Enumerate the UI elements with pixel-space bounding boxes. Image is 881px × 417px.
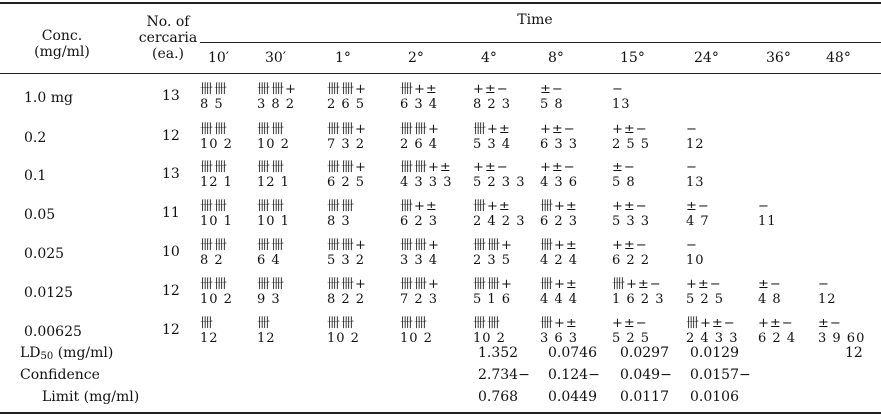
table-cell: [257, 82, 297, 112]
cell-counts: 3 6 3: [540, 331, 579, 346]
cell-counts: 6 3 3: [540, 137, 579, 152]
cell-counts: 10 2: [400, 331, 433, 346]
cell-symbols: −: [686, 122, 698, 137]
cell-counts: 8 2 3: [473, 97, 512, 112]
row-cercaria-count: 11: [162, 205, 180, 221]
table-cell: [758, 316, 796, 346]
header-conc: [22, 28, 102, 60]
cell-symbols: +±−: [686, 277, 722, 292]
cell-counts: 6 2 4: [758, 331, 797, 346]
cell-counts: 12 1: [200, 175, 233, 190]
cell-counts: 5 2 3 3: [473, 175, 526, 190]
cell-counts: 5 3 4: [473, 137, 512, 152]
stat-value: 0.0129: [690, 345, 739, 361]
cell-counts: 5 1 6: [473, 292, 512, 307]
cell-counts: 7 3 2: [327, 137, 366, 152]
table-cell: [473, 160, 525, 190]
cell-counts: 8 2: [200, 253, 224, 268]
cell-counts: 10 1: [200, 214, 233, 229]
table-cell: [400, 199, 438, 229]
cell-counts: 6 2 3: [400, 214, 439, 229]
row-conc: 0.025: [24, 246, 65, 262]
cell-symbols: 卌卌: [257, 122, 286, 137]
cell-counts: 3 3 4: [400, 253, 439, 268]
cell-counts: 4 8: [758, 292, 782, 307]
cell-symbols: +±−: [612, 199, 648, 214]
cell-counts: 2 4 2 3: [473, 214, 526, 229]
cell-counts: 8 2 2: [327, 292, 366, 307]
cell-symbols: 卌+±: [400, 82, 438, 97]
cell-counts: 13: [612, 97, 631, 112]
cell-symbols: 卌卌+: [327, 238, 367, 253]
cell-counts: 12: [686, 137, 705, 152]
row-cercaria-count: 13: [162, 166, 180, 182]
stat-value: 0.768: [478, 389, 519, 405]
time-tick: 24°: [694, 50, 719, 66]
row-conc: 0.1: [24, 168, 47, 184]
row-conc: 1.0 mg: [24, 90, 73, 106]
header-no-line3: (ea.): [151, 46, 184, 62]
table-cell: [327, 277, 367, 307]
cell-counts: 4 4 4: [540, 292, 579, 307]
cell-symbols: 卌卌: [400, 316, 429, 331]
cell-counts: 2 4 3 3: [686, 331, 739, 346]
table-cell: [758, 277, 782, 307]
table-cell: [540, 122, 578, 152]
cell-symbols: +±−: [612, 316, 648, 331]
header-time: Time: [517, 12, 553, 28]
cell-symbols: 卌+±: [540, 238, 578, 253]
cell-counts: 11: [758, 214, 777, 229]
cell-counts: 6 2 2: [612, 253, 651, 268]
cell-counts: 7 2 3: [400, 292, 439, 307]
header-rule: [0, 73, 881, 74]
stat-value: 0.0449: [548, 389, 597, 405]
cell-counts: 8 3: [327, 214, 351, 229]
cell-counts: 5 2 5: [686, 292, 725, 307]
stat-value: 1.352: [478, 345, 519, 361]
table-cell: [612, 316, 650, 346]
ld50-label-sub: 50: [40, 351, 54, 362]
cell-symbols: 卌: [257, 316, 272, 331]
table-cell: [257, 238, 285, 268]
cell-counts: 4 3 3 3: [400, 175, 453, 190]
stat-value: 0.049−: [620, 367, 672, 383]
table-cell: [686, 122, 705, 152]
cell-symbols: +±−: [473, 160, 509, 175]
table-cell: [612, 122, 650, 152]
time-tick: 48°: [826, 50, 851, 66]
stat-value: 0.124−: [548, 367, 600, 383]
header-no-cercaria: [132, 14, 204, 62]
cell-counts: 12 1: [257, 175, 290, 190]
bottom-rule: [0, 412, 881, 414]
table-cell: [758, 199, 777, 229]
cell-symbols: 卌+±: [473, 122, 511, 137]
cell-counts: 12: [257, 331, 276, 346]
table-cell: [400, 160, 452, 190]
cell-counts: 6 4: [257, 253, 281, 268]
cell-counts: 10 1: [257, 214, 290, 229]
ld50-label: [20, 345, 113, 365]
cell-symbols: +±−: [540, 122, 576, 137]
cell-symbols: −: [612, 82, 624, 97]
cell-counts: 2 5 5: [612, 137, 651, 152]
cell-symbols: ±−: [612, 160, 636, 175]
cell-symbols: −: [758, 199, 770, 214]
table-cell: [686, 316, 738, 346]
row-conc: 0.05: [24, 207, 56, 223]
table-cell: [540, 82, 564, 112]
table-cell: [200, 277, 233, 307]
cell-symbols: 卌卌: [200, 238, 229, 253]
table-cell: [612, 277, 664, 307]
cell-counts: 8 5: [200, 97, 224, 112]
cell-symbols: 卌卌: [327, 316, 356, 331]
table-cell: [686, 160, 705, 190]
cell-symbols: +±−: [540, 160, 576, 175]
table-cell: [473, 82, 511, 112]
cell-counts: 6 2 3: [540, 214, 579, 229]
table-cell: [400, 82, 438, 112]
cell-counts: 5 2 5: [612, 331, 651, 346]
cell-counts: 5 8: [540, 97, 564, 112]
cell-counts: 12: [818, 292, 837, 307]
row-cercaria-count: 12: [162, 322, 180, 338]
table-cell: [473, 238, 513, 268]
cell-symbols: 卌卌: [257, 238, 286, 253]
cell-symbols: 卌+±: [540, 316, 578, 331]
table-cell: [612, 82, 631, 112]
cell-symbols: ±−: [540, 82, 564, 97]
table-cell: [200, 82, 228, 112]
cell-symbols: 卌卌+: [327, 82, 367, 97]
cell-symbols: +±−: [473, 82, 509, 97]
cell-symbols: 卌卌+: [327, 160, 367, 175]
table-cell: [257, 160, 290, 190]
cell-counts: 4 3 6: [540, 175, 579, 190]
table-cell: [612, 160, 636, 190]
cell-symbols: 卌卌+: [473, 277, 513, 292]
cell-counts: 10 2: [200, 292, 233, 307]
table-cell: [257, 316, 276, 346]
cell-symbols: +±−: [612, 238, 648, 253]
cell-symbols: 卌卌+: [327, 277, 367, 292]
cell-symbols: 卌+±: [473, 199, 511, 214]
table-cell: [540, 160, 578, 190]
top-rule: [0, 2, 881, 4]
cell-counts: 3 8 2: [257, 97, 296, 112]
row-cercaria-count: 12: [162, 128, 180, 144]
table-cell: [400, 316, 433, 346]
time-tick: 30′: [265, 50, 286, 66]
cell-symbols: 卌卌: [327, 199, 356, 214]
time-tick: 36°: [766, 50, 791, 66]
cell-counts: 10 2: [327, 331, 360, 346]
cell-symbols: ±−: [758, 277, 782, 292]
table-cell: [540, 199, 578, 229]
ld50-label-unit: (mg/ml): [53, 345, 114, 361]
time-tick: 1°: [335, 50, 351, 66]
stat-value: 0.0297: [620, 345, 669, 361]
cell-symbols: 卌卌+: [400, 122, 440, 137]
cell-symbols: −: [686, 238, 698, 253]
cell-counts: 12: [200, 331, 219, 346]
stat-value: 2.734−: [478, 367, 530, 383]
table-cell: [473, 199, 525, 229]
table-cell: [327, 238, 367, 268]
header-no-line2: cercaria: [138, 30, 198, 46]
cell-symbols: −: [686, 160, 698, 175]
table-cell: [327, 82, 367, 112]
ld50-label-main: LD: [20, 345, 41, 361]
cell-counts: 13: [686, 175, 705, 190]
ld50-tail: 12: [845, 345, 863, 361]
cell-symbols: 卌卌+: [257, 82, 297, 97]
cell-symbols: 卌卌: [257, 199, 286, 214]
cell-symbols: 卌+±−: [612, 277, 662, 292]
table-cell: [327, 316, 360, 346]
table-cell: [818, 316, 865, 346]
cell-symbols: 卌卌: [257, 160, 286, 175]
time-tick: 10′: [208, 50, 229, 66]
table-cell: [818, 277, 837, 307]
table-cell: [257, 199, 290, 229]
row-cercaria-count: 10: [162, 244, 180, 260]
cell-counts: 2 6 5: [327, 97, 366, 112]
table-cell: [200, 199, 233, 229]
cell-symbols: 卌卌: [200, 199, 229, 214]
table-cell: [473, 277, 513, 307]
table-cell: [612, 238, 650, 268]
cell-symbols: 卌卌+: [473, 238, 513, 253]
stat-value: 0.0157−: [690, 367, 751, 383]
cell-symbols: 卌: [200, 316, 215, 331]
cell-symbols: 卌卌: [200, 277, 229, 292]
table-cell: [540, 277, 578, 307]
table-cell: [327, 122, 367, 152]
stat-value: 0.0106: [690, 389, 739, 405]
cell-counts: 10 2: [257, 137, 290, 152]
cell-counts: 3 9 60: [818, 331, 866, 346]
cell-counts: 10 2: [473, 331, 506, 346]
cell-symbols: 卌卌+±: [400, 160, 452, 175]
time-tick: 4°: [481, 50, 497, 66]
table-cell: [200, 316, 219, 346]
table-cell: [400, 238, 440, 268]
cell-counts: 5 8: [612, 175, 636, 190]
cell-symbols: 卌+±: [400, 199, 438, 214]
cell-counts: 2 3 5: [473, 253, 512, 268]
row-conc: 0.2: [24, 130, 47, 146]
row-conc: 0.0125: [24, 285, 73, 301]
table-cell: [686, 277, 724, 307]
header-no-line1: No. of: [146, 14, 190, 30]
row-cercaria-count: 12: [162, 283, 180, 299]
cell-counts: 4 2 4: [540, 253, 579, 268]
cell-symbols: 卌卌+: [400, 238, 440, 253]
cell-counts: 4 7: [686, 214, 710, 229]
cell-counts: 6 3 4: [400, 97, 439, 112]
cell-counts: 6 2 5: [327, 175, 366, 190]
cell-counts: 2 6 4: [400, 137, 439, 152]
table-cell: [686, 238, 705, 268]
table-cell: [400, 277, 440, 307]
table-cell: [612, 199, 650, 229]
cell-counts: 10: [686, 253, 705, 268]
table-cell: [473, 316, 506, 346]
table-cell: [257, 122, 290, 152]
cell-symbols: 卌卌: [473, 316, 502, 331]
table-cell: [200, 160, 233, 190]
time-tick: 15°: [620, 50, 645, 66]
table-cell: [327, 160, 367, 190]
table-cell: [400, 122, 440, 152]
table-cell: [200, 122, 233, 152]
cell-symbols: ±−: [686, 199, 710, 214]
cell-symbols: 卌卌: [257, 277, 286, 292]
cell-counts: 1 6 2 3: [612, 292, 665, 307]
stat-value: 0.0117: [620, 389, 669, 405]
cell-symbols: 卌卌: [200, 160, 229, 175]
time-tick: 8°: [548, 50, 564, 66]
time-tick: 2°: [408, 50, 424, 66]
cell-symbols: 卌+±−: [686, 316, 736, 331]
cell-symbols: 卌卌: [200, 82, 229, 97]
cell-symbols: 卌卌+: [400, 277, 440, 292]
cell-symbols: 卌+±: [540, 199, 578, 214]
cell-counts: 10 2: [200, 137, 233, 152]
cell-symbols: 卌卌: [200, 122, 229, 137]
table-cell: [327, 199, 355, 229]
table-cell: [540, 238, 578, 268]
cell-symbols: +±−: [612, 122, 648, 137]
cell-symbols: 卌+±: [540, 277, 578, 292]
confidence-label: Confidence: [20, 367, 100, 383]
limit-label: Limit (mg/ml): [42, 389, 140, 405]
cell-counts: 9 3: [257, 292, 281, 307]
row-cercaria-count: 13: [162, 88, 180, 104]
cell-counts: 5 3 2: [327, 253, 366, 268]
cell-symbols: 卌卌+: [327, 122, 367, 137]
table-cell: [686, 199, 710, 229]
table-cell: [540, 316, 578, 346]
header-conc-line2: (mg/ml): [34, 44, 90, 60]
header-conc-line1: Conc.: [41, 28, 83, 44]
row-conc: 0.00625: [24, 324, 82, 340]
cell-symbols: −: [818, 277, 830, 292]
cell-symbols: +±−: [758, 316, 794, 331]
cell-symbols: ±−: [818, 316, 842, 331]
table-cell: [257, 277, 285, 307]
stat-value: 0.0746: [548, 345, 597, 361]
time-underline: [200, 42, 881, 43]
table-cell: [473, 122, 511, 152]
table-cell: [200, 238, 228, 268]
cell-counts: 5 3 3: [612, 214, 651, 229]
